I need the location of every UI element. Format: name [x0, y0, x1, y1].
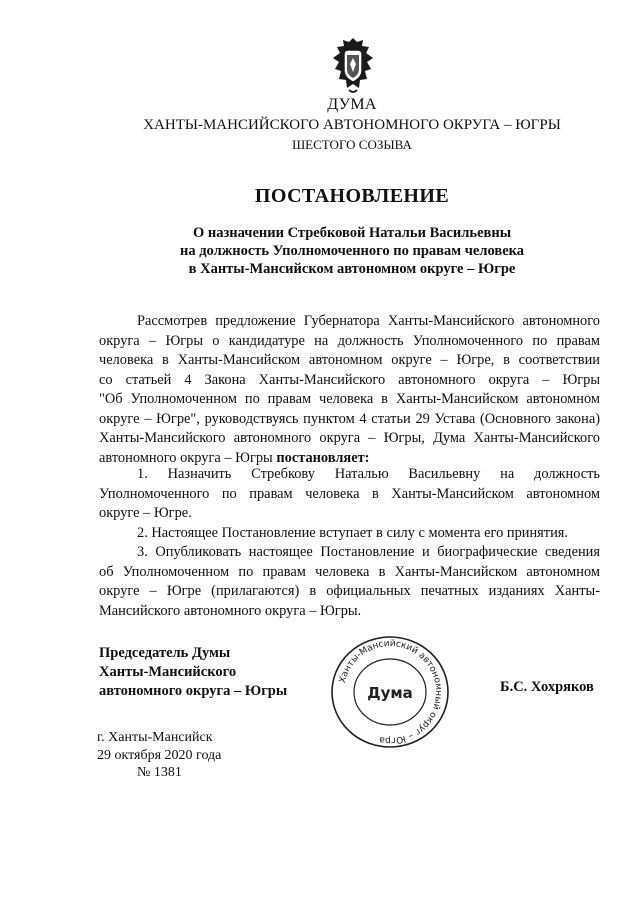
duma-heading: ДУМА [327, 96, 377, 113]
item-3-line: 3. Опубликовать настоящее Постановление и биографические сведения [137, 544, 600, 560]
date: 29 октября 2020 года [97, 747, 222, 763]
convocation-heading: ШЕСТОГО СОЗЫВА [292, 137, 412, 152]
subject-line: на должность Уполномоченного по правам человека [179, 243, 525, 259]
position-line: автономного округа – Югры [99, 683, 288, 699]
document-title: ПОСТАНОВЛЕНИЕ [254, 185, 450, 207]
item-1-line: округе – Югре. [99, 505, 192, 521]
item-1-line: 1. Назначить Стребкову Наталью Васильевну на должность [137, 466, 600, 482]
city: г. Ханты-Мансийск [97, 730, 213, 745]
preamble-line: округе – Югре", руководствуясь пунктом 4 статьи 29 Устава (Основного закона) [99, 410, 600, 427]
preamble-line: автономного округа – Югры [99, 449, 273, 466]
preamble-line: округа – Югры о кандидатуре на должность Уполномоченного по правам [99, 332, 600, 349]
seal-ring-text: Ханты-Мансийский автономный округ – Югра [337, 638, 444, 746]
position-line: Председатель Думы [99, 645, 231, 661]
preamble-paragraph [99, 312, 600, 468]
resolution-keyword: постановляет: [276, 449, 370, 466]
item-3-line: об Уполномоченном по правам человека в Ханты-Мансийском автономном [99, 563, 600, 580]
preamble-line: со статьей 4 Закона Ханты-Мансийского автономного округа – Югры [99, 371, 600, 388]
okrug-heading: ХАНТЫ-МАНСИЙСКОГО АВТОНОМНОГО ОКРУГА – ЮГРЫ [143, 117, 561, 133]
position-line: Ханты-Мансийского [99, 664, 237, 680]
preamble-line: человека в Ханты-Мансийском автономном округе – Югре, в соответствии [99, 352, 600, 368]
item-3-line: Мансийского автономного округа – Югры. [99, 602, 362, 619]
resolution-items [99, 465, 600, 621]
item-3-line: округе – Югре (прилагаются) в официальных печатных изданиях Ханты- [99, 583, 600, 599]
preamble-line: Рассмотрев предложение Губернатора Ханты-Мансийского автономного [137, 313, 600, 329]
signatory-position [99, 644, 287, 701]
preamble-line: Ханты-Мансийского автономного округа – Югры, Дума Ханты-Мансийского [99, 430, 600, 446]
official-seal [325, 632, 455, 752]
signatory-name: Б.С. Хохряков [500, 679, 594, 695]
document-subject [0, 224, 640, 278]
preamble-line: "Об Уполномоченном по правам человека в Ханты-Мансийском автономном [99, 391, 600, 407]
coat-of-arms-icon [329, 36, 377, 96]
document-footer [97, 729, 221, 782]
document-number: № 1381 [137, 765, 182, 780]
seal-center-text: Дума [367, 684, 413, 702]
item-2-line: 2. Настоящее Постановление вступает в силу с момента его принятия. [137, 524, 569, 541]
subject-line: в Ханты-Мансийском автономном округе – Югре [188, 261, 516, 277]
subject-line: О назначении Стребковой Натальи Васильевны [192, 225, 512, 241]
item-1-line: Уполномоченного по правам человека в Ханты-Мансийском автономном [99, 485, 600, 502]
